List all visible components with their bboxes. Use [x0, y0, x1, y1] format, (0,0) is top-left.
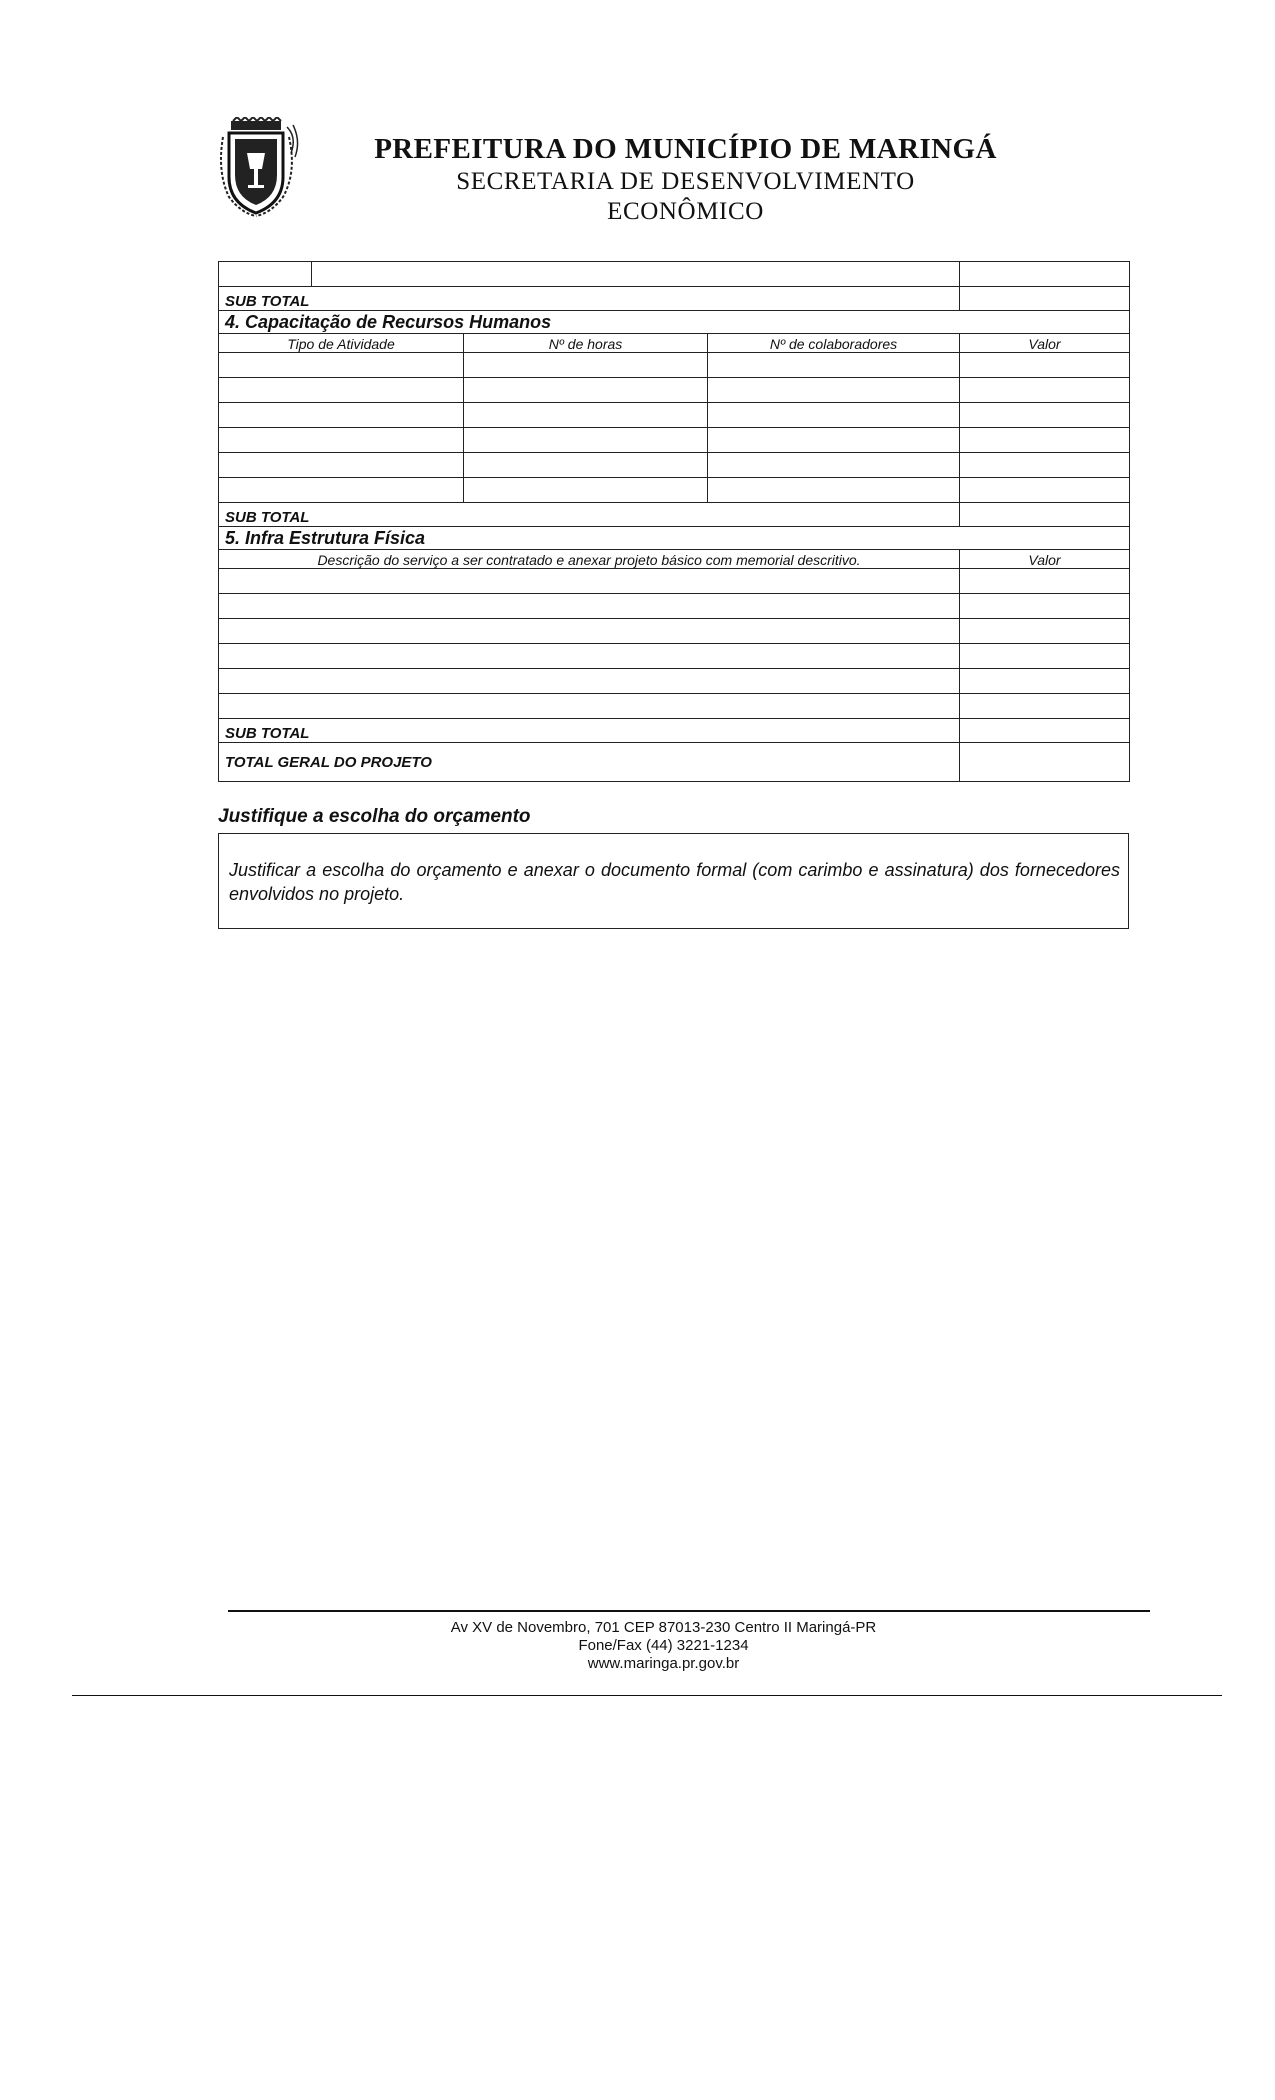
- column-header: Nº de horas: [464, 334, 708, 353]
- table-cell[interactable]: [708, 353, 960, 378]
- table-row: [219, 453, 1130, 478]
- subtotal-label: SUB TOTAL: [219, 503, 960, 527]
- table-cell[interactable]: [464, 453, 708, 478]
- table-cell[interactable]: [960, 569, 1130, 594]
- subtotal-label: SUB TOTAL: [219, 287, 960, 311]
- table-cell[interactable]: [219, 353, 464, 378]
- table-cell[interactable]: [219, 403, 464, 428]
- table-cell[interactable]: [960, 669, 1130, 694]
- table-cell[interactable]: [464, 378, 708, 403]
- header-municipality: PREFEITURA DO MUNICÍPIO DE MARINGÁ: [374, 133, 997, 165]
- subtotal-value[interactable]: [960, 503, 1130, 527]
- table-cell[interactable]: [464, 403, 708, 428]
- subtotal-value[interactable]: [960, 719, 1130, 743]
- table-row: [219, 644, 1130, 669]
- table-cell[interactable]: [960, 262, 1130, 287]
- table-cell[interactable]: [219, 378, 464, 403]
- table-row: [219, 428, 1130, 453]
- budget-table: [218, 261, 1130, 782]
- table-cell[interactable]: [219, 569, 960, 594]
- footer-website[interactable]: www.maringa.pr.gov.br: [587, 1655, 740, 1672]
- justification-text: Justificar a escolha do orçamento e anexar o documento formal (com carimbo e assinatura) dos fornecedores envolvidos no projeto.: [229, 860, 1120, 904]
- table-cell[interactable]: [960, 644, 1130, 669]
- table-cell[interactable]: [464, 428, 708, 453]
- column-header: Nº de colaboradores: [708, 334, 960, 353]
- table-row: [219, 743, 1130, 782]
- section4-title: 4. Capacitação de Recursos Humanos: [219, 311, 1130, 334]
- table-row: [219, 694, 1130, 719]
- table-cell[interactable]: [960, 378, 1130, 403]
- table-cell[interactable]: [219, 669, 960, 694]
- table-cell[interactable]: [219, 262, 312, 287]
- table-row: [219, 378, 1130, 403]
- table-row: [219, 403, 1130, 428]
- table-row: [219, 503, 1130, 527]
- table-cell[interactable]: [708, 403, 960, 428]
- table-row: [219, 719, 1130, 743]
- table-row: [219, 262, 1130, 287]
- table-row: [219, 669, 1130, 694]
- header-secretariat-line1: SECRETARIA DE DESENVOLVIMENTO: [456, 168, 915, 195]
- column-header: Valor: [960, 550, 1130, 569]
- footer-address: Av XV de Novembro, 701 CEP 87013-230 Centro II Maringá-PR: [450, 1619, 877, 1636]
- footer-divider: [228, 1610, 1150, 1612]
- table-cell[interactable]: [960, 353, 1130, 378]
- table-cell[interactable]: [219, 428, 464, 453]
- table-cell[interactable]: [219, 644, 960, 669]
- table-cell[interactable]: [708, 453, 960, 478]
- table-cell[interactable]: [960, 594, 1130, 619]
- table-cell[interactable]: [219, 453, 464, 478]
- table-row: [219, 353, 1130, 378]
- justification-title: Justifique a escolha do orçamento: [218, 806, 531, 827]
- table-row: [219, 311, 1130, 334]
- page-bottom-divider: [72, 1695, 1222, 1696]
- table-cell[interactable]: [960, 403, 1130, 428]
- table-cell[interactable]: [219, 594, 960, 619]
- table-cell[interactable]: [960, 453, 1130, 478]
- table-row: [219, 287, 1130, 311]
- table-cell[interactable]: [960, 478, 1130, 503]
- subtotal-label: SUB TOTAL: [219, 719, 960, 743]
- table-cell[interactable]: [708, 478, 960, 503]
- table-row: [219, 594, 1130, 619]
- table-cell[interactable]: [219, 694, 960, 719]
- footer-phone: Fone/Fax (44) 3221-1234: [578, 1637, 749, 1654]
- table-header-row: [219, 550, 1130, 569]
- justification-box[interactable]: [218, 833, 1129, 929]
- column-header: Tipo de Atividade: [219, 334, 464, 353]
- table-cell[interactable]: [464, 353, 708, 378]
- table-cell[interactable]: [708, 378, 960, 403]
- subtotal-value[interactable]: [960, 287, 1130, 311]
- table-header-row: [219, 334, 1130, 353]
- grand-total-value[interactable]: [960, 743, 1130, 782]
- table-row: [219, 569, 1130, 594]
- table-row: [219, 527, 1130, 550]
- table-row: [219, 478, 1130, 503]
- section5-title: 5. Infra Estrutura Física: [219, 527, 1130, 550]
- grand-total-label: TOTAL GERAL DO PROJETO: [219, 743, 960, 782]
- table-row: [219, 619, 1130, 644]
- table-cell[interactable]: [960, 428, 1130, 453]
- header-secretariat-line2: ECONÔMICO: [607, 198, 764, 225]
- table-cell[interactable]: [219, 619, 960, 644]
- table-cell[interactable]: [708, 428, 960, 453]
- table-cell[interactable]: [464, 478, 708, 503]
- table-cell[interactable]: [960, 619, 1130, 644]
- column-header: Valor: [960, 334, 1130, 353]
- table-cell[interactable]: [312, 262, 960, 287]
- column-header: Descrição do serviço a ser contratado e anexar projeto básico com memorial descritivo.: [219, 550, 960, 569]
- table-cell[interactable]: [960, 694, 1130, 719]
- table-cell[interactable]: [219, 478, 464, 503]
